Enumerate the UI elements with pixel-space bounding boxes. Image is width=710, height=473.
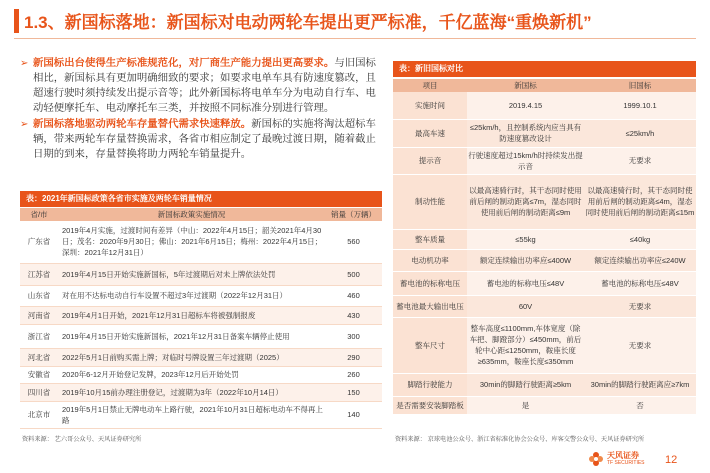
new-standard-cell: ≤55kg <box>467 229 584 249</box>
policy-cell: 2022年5月1日前购买需上牌；对临时号牌设置三年过渡期（2025） <box>58 348 325 366</box>
old-standard-cell: 无要求 <box>584 295 696 317</box>
sales-cell: 460 <box>325 285 382 306</box>
region-cell: 河北省 <box>20 348 58 366</box>
region-cell: 浙江省 <box>20 324 58 348</box>
column-header: 旧国标 <box>584 79 696 92</box>
sales-cell: 300 <box>325 324 382 348</box>
new-standard-cell: ≤25km/h，且控制系统内应当具有防速度篡改设计 <box>467 119 584 147</box>
old-standard-cell: 无要求 <box>584 317 696 373</box>
policy-cell: 对在用不达标电动自行车设置不超过3年过渡期（2022年12月31日） <box>58 285 325 306</box>
table-row <box>393 396 696 414</box>
region-cell: 安徽省 <box>20 366 58 383</box>
flower-logo-icon <box>588 451 604 467</box>
region-cell: 江苏省 <box>20 263 58 285</box>
table-row <box>393 229 696 249</box>
old-standard-cell: 30min的脚踏行驶距离应≥7km <box>584 373 696 396</box>
region-cell: 山东省 <box>20 285 58 306</box>
column-header: 新国标政策实施情况 <box>58 208 325 221</box>
sales-cell: 560 <box>325 221 382 263</box>
standard-comparison-table <box>393 79 696 415</box>
new-standard-cell: 行驶速度超过15km/h时持续发出提示音 <box>467 147 584 174</box>
item-cell: 整车质量 <box>393 229 467 249</box>
policy-cell: 2019年4月15日开始实施新国标，2021年12月31日备案车辆停止使用 <box>58 324 325 348</box>
table-row <box>393 373 696 396</box>
title-accent-bar <box>14 9 19 33</box>
policy-cell: 2020年6-12月开始登记发牌，2023年12月后开始处罚 <box>58 366 325 383</box>
new-standard-cell: 30min的脚踏行驶距离≥5km <box>467 373 584 396</box>
column-header: 新国标 <box>467 79 584 92</box>
old-standard-cell: ≤40kg <box>584 229 696 249</box>
sales-cell: 290 <box>325 348 382 366</box>
region-cell: 北京市 <box>20 401 58 428</box>
item-cell: 制动性能 <box>393 174 467 229</box>
table2-source: 资料来源： 京球电池公众号、浙江省标准化协会公众号、库客交警公众号、天风证券研究所 <box>395 436 645 443</box>
item-cell: 蓄电池最大输出电压 <box>393 295 467 317</box>
sales-cell: 430 <box>325 306 382 324</box>
item-cell: 电动机功率 <box>393 249 467 271</box>
new-standard-cell: 2019.4.15 <box>467 92 584 119</box>
bullet-text: 与旧国标相比，新国标具有更加明确细致的要求；如要求电单车具有防速度篡改，且超速行驶时须持续发出提示音等；此外新国标将电单车分为电动自行车、电动轻便摩托车、电动摩托车三类，并按照不同标准分别进行管理。 <box>33 58 376 114</box>
old-standard-cell: 蓄电池的标称电压≤48V <box>584 271 696 295</box>
item-cell: 是否需要安装脚踏板 <box>393 396 467 414</box>
policy-cell: 2019年10月15前办理注册登记，过渡期为3年（2022年10月14日） <box>58 383 325 401</box>
table-row <box>20 383 382 401</box>
item-cell: 脚踏行驶能力 <box>393 373 467 396</box>
old-standard-cell: ≤25km/h <box>584 119 696 147</box>
page-number: 12 <box>665 454 678 466</box>
old-standard-cell: 否 <box>584 396 696 414</box>
brand-logo <box>588 449 658 469</box>
region-cell: 广东省 <box>20 221 58 263</box>
bullet-item <box>20 56 382 116</box>
item-cell: 整车尺寸 <box>393 317 467 373</box>
brand-name: 天风证券 <box>607 451 639 460</box>
table-row <box>393 147 696 174</box>
table-row <box>20 366 382 383</box>
table-row <box>393 317 696 373</box>
column-header: 销量（万辆） <box>325 208 382 221</box>
bullet-item <box>20 117 382 162</box>
brand-subname: TF SECURITIES <box>607 460 645 466</box>
table-row <box>20 306 382 324</box>
bullet-highlight: 新国标落地驱动两轮车存量替代需求快速释放。 <box>33 119 252 130</box>
policy-cell: 2019年4月15日开始实施新国标，5年过渡期后对未上牌依法处罚 <box>58 263 325 285</box>
sales-cell: 260 <box>325 366 382 383</box>
new-standard-cell: 是 <box>467 396 584 414</box>
item-cell: 实施时间 <box>393 92 467 119</box>
page-title: 1.3、新国标落地：新国标对电动两轮车提出更严标准，千亿蓝海“重焕新机” <box>24 13 592 32</box>
region-cell: 河南省 <box>20 306 58 324</box>
title-bar <box>0 0 710 42</box>
table1-source: 资料来源： 艺六哥公众号、天风证券研究所 <box>22 436 142 443</box>
old-standard-cell: 1999.10.1 <box>584 92 696 119</box>
table-row <box>20 263 382 285</box>
sales-cell: 150 <box>325 383 382 401</box>
bullet-text: 新国标的实施将淘汰超标车辆，带来两轮车存量替换需求，各省市相应制定了最晚过渡日期，随着截止日期的到来，存量替换将助力两轮车销量提升。 <box>33 119 376 160</box>
table1-title: 表：2021年新国标政策各省市实施及两轮车销量情况 <box>20 191 382 207</box>
old-standard-cell: 额定连续输出功率应≤240W <box>584 249 696 271</box>
table-row <box>393 174 696 229</box>
new-standard-cell: 蓄电池的标称电压≤48V <box>467 271 584 295</box>
table-row <box>20 285 382 306</box>
table-header-row <box>20 208 382 221</box>
table-row <box>20 324 382 348</box>
new-standard-cell: 以最高速骑行时，其干态同时使用前后闸的制动距离≤7m，湿态同时使用前后闸的制动距离≤9m <box>467 174 584 229</box>
table-row <box>393 295 696 317</box>
table-row <box>20 348 382 366</box>
policy-cell: 2019年4月1日开始，2021年12月31日超标车将被强制报废 <box>58 306 325 324</box>
item-cell: 蓄电池的标称电压 <box>393 271 467 295</box>
column-header: 省/市 <box>20 208 58 221</box>
table-row <box>20 221 382 263</box>
table-row <box>20 401 382 428</box>
new-standard-cell: 60V <box>467 295 584 317</box>
table-row <box>393 92 696 119</box>
old-standard-cell: 无要求 <box>584 147 696 174</box>
table-row <box>393 119 696 147</box>
table-row <box>393 271 696 295</box>
chevron-right-icon: ➢ <box>20 58 29 69</box>
table2-title: 表：新旧国标对比 <box>393 61 696 77</box>
item-cell: 最高车速 <box>393 119 467 147</box>
policy-cell: 2019年4月实施，过渡时间有差异（中山：2022年4月15日；韶关2021年4月30日；茂名：2020年9月30日；佛山：2021年6月15日；梅州：2022年4月15日；深圳：2021年12月31日） <box>58 221 325 263</box>
new-standard-cell: 额定连续输出功率应≤400W <box>467 249 584 271</box>
new-standard-cell: 整车高度≤1100mm,车体宽度（除车把、脚蹬部分）≤450mm，前后轮中心距≤1250mm，鞍座长度≥635mm，鞍座长度≤350mm <box>467 317 584 373</box>
bullet-highlight: 新国标出台使得生产标准规范化，对厂商生产能力提出更高要求。 <box>33 58 335 69</box>
table-row <box>393 249 696 271</box>
column-header: 项目 <box>393 79 467 92</box>
title-divider <box>14 38 696 39</box>
province-policy-table <box>20 208 382 429</box>
chevron-right-icon: ➢ <box>20 119 29 130</box>
bullet-list <box>20 56 382 163</box>
region-cell: 四川省 <box>20 383 58 401</box>
sales-cell: 500 <box>325 263 382 285</box>
item-cell: 提示音 <box>393 147 467 174</box>
policy-cell: 2019年5月1日禁止无牌电动车上路行驶，2021年10月31日超标电动车不得再上路 <box>58 401 325 428</box>
sales-cell: 140 <box>325 401 382 428</box>
old-standard-cell: 以最高速骑行时，其干态同时使用前后闸的制动距离≤4m，湿态同时使用前后闸的制动距离≤15m <box>584 174 696 229</box>
table-header-row <box>393 79 696 92</box>
